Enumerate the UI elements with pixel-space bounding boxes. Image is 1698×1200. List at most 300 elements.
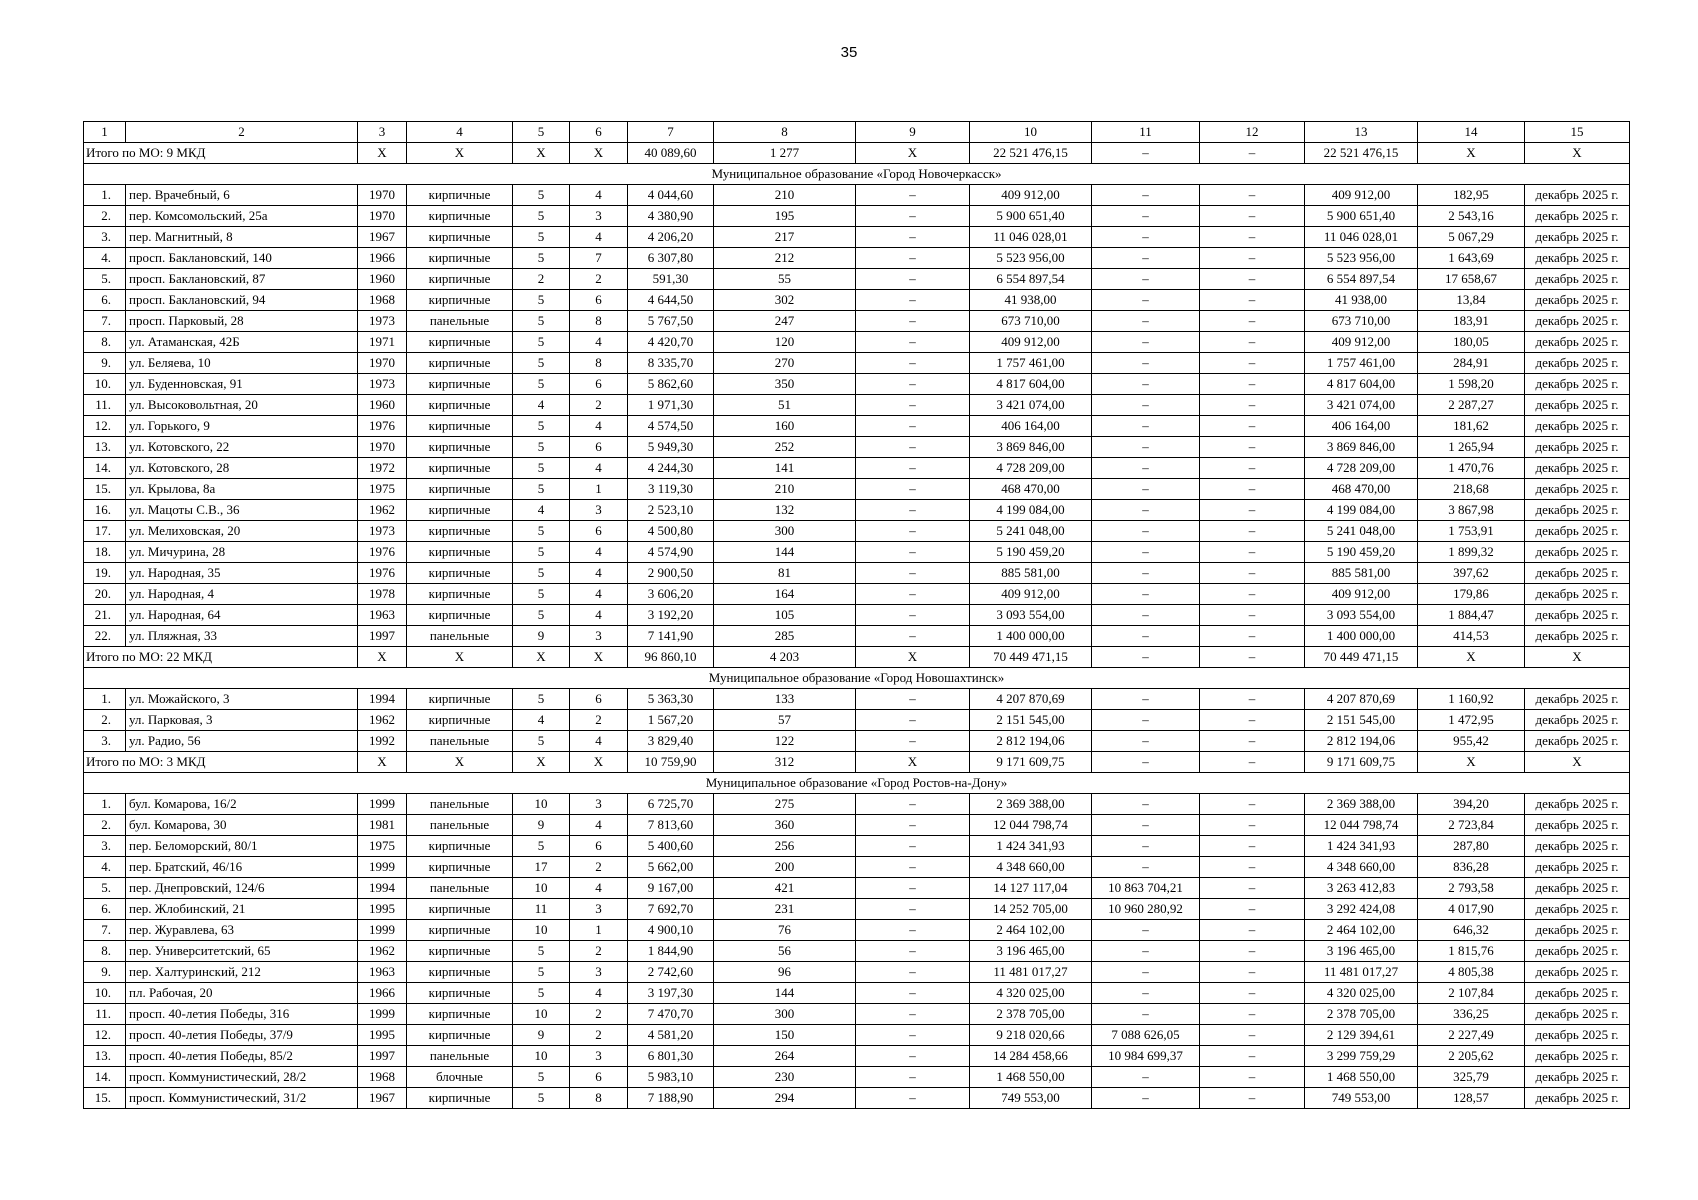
col-9-cell: – <box>856 962 970 983</box>
deadline-cell: декабрь 2025 г. <box>1525 899 1630 920</box>
deadline-cell: декабрь 2025 г. <box>1525 626 1630 647</box>
cost-final-cell: 4 817 604,00 <box>1305 374 1418 395</box>
cost-final-cell: 4 728 209,00 <box>1305 458 1418 479</box>
floors-cell: 5 <box>513 1088 570 1109</box>
deadline-cell: декабрь 2025 г. <box>1525 416 1630 437</box>
cost-final-cell: 2 369 388,00 <box>1305 794 1418 815</box>
floors-cell: 5 <box>513 542 570 563</box>
address-cell: пер. Беломорский, 80/1 <box>126 836 358 857</box>
col-11-cell: – <box>1092 857 1200 878</box>
cost-final-cell: 4 320 025,00 <box>1305 983 1418 1004</box>
entrances-cell: 8 <box>570 1088 628 1109</box>
address-cell: ул. Мелиховская, 20 <box>126 521 358 542</box>
floors-cell: 9 <box>513 626 570 647</box>
total-area-cell: 2 523,10 <box>628 500 714 521</box>
col-12-cell: – <box>1200 731 1305 752</box>
residents-cell: 360 <box>714 815 856 836</box>
address-cell: пер. Жлобинский, 21 <box>126 899 358 920</box>
residents-cell: 264 <box>714 1046 856 1067</box>
year-built-cell: 1970 <box>358 353 407 374</box>
entrances-cell: 6 <box>570 1067 628 1088</box>
floors-cell: 5 <box>513 521 570 542</box>
col-11-cell: – <box>1092 479 1200 500</box>
total-row <box>84 647 1630 668</box>
col-12-cell: – <box>1200 227 1305 248</box>
cost-per-sqm-cell: 287,80 <box>1418 836 1525 857</box>
year-built-cell: 1976 <box>358 542 407 563</box>
col-12-cell: – <box>1200 1025 1305 1046</box>
table-row <box>84 731 1630 752</box>
residents-cell: 76 <box>714 920 856 941</box>
table-row <box>84 500 1630 521</box>
col-12-cell: – <box>1200 248 1305 269</box>
deadline-cell: декабрь 2025 г. <box>1525 290 1630 311</box>
residents-cell: 212 <box>714 248 856 269</box>
cost-per-sqm-cell: 2 793,58 <box>1418 878 1525 899</box>
address-cell: ул. Беляева, 10 <box>126 353 358 374</box>
row-number-cell: 18. <box>84 542 126 563</box>
deadline-cell: декабрь 2025 г. <box>1525 878 1630 899</box>
year-built-cell: 1960 <box>358 395 407 416</box>
deadline-cell: декабрь 2025 г. <box>1525 920 1630 941</box>
row-number-cell: 15. <box>84 1088 126 1109</box>
row-number-cell: 4. <box>84 857 126 878</box>
entrances-cell: 6 <box>570 836 628 857</box>
entrances-cell: 8 <box>570 353 628 374</box>
col-9-cell: – <box>856 731 970 752</box>
year-built-cell: 1963 <box>358 962 407 983</box>
year-built-cell: 1995 <box>358 899 407 920</box>
total-area-cell: 5 662,00 <box>628 857 714 878</box>
table-row <box>84 1067 1630 1088</box>
col-12-cell: – <box>1200 311 1305 332</box>
total-cell: X <box>1525 647 1630 668</box>
cost-total-cell: 1 468 550,00 <box>970 1067 1092 1088</box>
table-row <box>84 332 1630 353</box>
residents-cell: 51 <box>714 395 856 416</box>
residents-cell: 144 <box>714 542 856 563</box>
row-number-cell: 2. <box>84 815 126 836</box>
table-row <box>84 563 1630 584</box>
deadline-cell: декабрь 2025 г. <box>1525 1067 1630 1088</box>
address-cell: ул. Котовского, 22 <box>126 437 358 458</box>
entrances-cell: 2 <box>570 269 628 290</box>
cost-final-cell: 3 421 074,00 <box>1305 395 1418 416</box>
residents-cell: 132 <box>714 500 856 521</box>
column-number-row <box>84 122 1630 143</box>
table-row <box>84 416 1630 437</box>
address-cell: ул. Буденновская, 91 <box>126 374 358 395</box>
residents-cell: 217 <box>714 227 856 248</box>
col-9-cell: – <box>856 248 970 269</box>
residents-cell: 164 <box>714 584 856 605</box>
entrances-cell: 1 <box>570 479 628 500</box>
col-12-cell: – <box>1200 920 1305 941</box>
total-cell: X <box>1418 143 1525 164</box>
entrances-cell: 3 <box>570 206 628 227</box>
total-area-cell: 3 829,40 <box>628 731 714 752</box>
table-row <box>84 983 1630 1004</box>
row-number-cell: 11. <box>84 1004 126 1025</box>
address-cell: пер. Врачебный, 6 <box>126 185 358 206</box>
deadline-cell: декабрь 2025 г. <box>1525 227 1630 248</box>
table-row <box>84 311 1630 332</box>
cost-final-cell: 749 553,00 <box>1305 1088 1418 1109</box>
address-cell: ул. Атаманская, 42Б <box>126 332 358 353</box>
cost-per-sqm-cell: 218,68 <box>1418 479 1525 500</box>
year-built-cell: 1960 <box>358 269 407 290</box>
total-area-cell: 7 813,60 <box>628 815 714 836</box>
total-area-cell: 7 692,70 <box>628 899 714 920</box>
address-cell: ул. Мичурина, 28 <box>126 542 358 563</box>
total-area-cell: 4 644,50 <box>628 290 714 311</box>
cost-total-cell: 4 348 660,00 <box>970 857 1092 878</box>
cost-per-sqm-cell: 1 160,92 <box>1418 689 1525 710</box>
cost-total-cell: 5 241 048,00 <box>970 521 1092 542</box>
entrances-cell: 4 <box>570 878 628 899</box>
table-row <box>84 1088 1630 1109</box>
column-number-cell: 12 <box>1200 122 1305 143</box>
row-number-cell: 20. <box>84 584 126 605</box>
residents-cell: 350 <box>714 374 856 395</box>
col-12-cell: – <box>1200 437 1305 458</box>
deadline-cell: декабрь 2025 г. <box>1525 185 1630 206</box>
cost-per-sqm-cell: 1 643,69 <box>1418 248 1525 269</box>
col-12-cell: – <box>1200 332 1305 353</box>
cost-final-cell: 2 129 394,61 <box>1305 1025 1418 1046</box>
wall-material-cell: кирпичные <box>407 1088 513 1109</box>
table-row <box>84 521 1630 542</box>
col-12-cell: – <box>1200 815 1305 836</box>
year-built-cell: 1975 <box>358 479 407 500</box>
cost-total-cell: 4 207 870,69 <box>970 689 1092 710</box>
wall-material-cell: кирпичные <box>407 983 513 1004</box>
deadline-cell: декабрь 2025 г. <box>1525 836 1630 857</box>
col-9-cell: – <box>856 584 970 605</box>
residents-cell: 150 <box>714 1025 856 1046</box>
year-built-cell: 1997 <box>358 1046 407 1067</box>
year-built-cell: 1997 <box>358 626 407 647</box>
cost-per-sqm-cell: 414,53 <box>1418 626 1525 647</box>
cost-final-cell: 3 869 846,00 <box>1305 437 1418 458</box>
cost-final-cell: 406 164,00 <box>1305 416 1418 437</box>
year-built-cell: 1973 <box>358 521 407 542</box>
address-cell: пл. Рабочая, 20 <box>126 983 358 1004</box>
address-cell: просп. Баклановский, 140 <box>126 248 358 269</box>
entrances-cell: 6 <box>570 521 628 542</box>
cost-total-cell: 9 218 020,66 <box>970 1025 1092 1046</box>
row-number-cell: 5. <box>84 878 126 899</box>
total-cell: X <box>407 647 513 668</box>
cost-per-sqm-cell: 325,79 <box>1418 1067 1525 1088</box>
wall-material-cell: панельные <box>407 878 513 899</box>
cost-per-sqm-cell: 2 107,84 <box>1418 983 1525 1004</box>
wall-material-cell: кирпичные <box>407 563 513 584</box>
col-11-cell: – <box>1092 311 1200 332</box>
col-9-cell: – <box>856 689 970 710</box>
cost-final-cell: 3 263 412,83 <box>1305 878 1418 899</box>
total-cell: X <box>1525 752 1630 773</box>
total-label: Итого по МО: 3 МКД <box>84 752 358 773</box>
total-area-cell: 5 949,30 <box>628 437 714 458</box>
cost-total-cell: 3 196 465,00 <box>970 941 1092 962</box>
floors-cell: 4 <box>513 395 570 416</box>
floors-cell: 5 <box>513 689 570 710</box>
cost-final-cell: 11 481 017,27 <box>1305 962 1418 983</box>
table-row <box>84 710 1630 731</box>
floors-cell: 4 <box>513 710 570 731</box>
deadline-cell: декабрь 2025 г. <box>1525 1004 1630 1025</box>
total-cell: X <box>1525 143 1630 164</box>
row-number-cell: 12. <box>84 416 126 437</box>
year-built-cell: 1999 <box>358 794 407 815</box>
cost-per-sqm-cell: 1 899,32 <box>1418 542 1525 563</box>
total-area-cell: 6 801,30 <box>628 1046 714 1067</box>
row-number-cell: 2. <box>84 206 126 227</box>
total-cell: X <box>856 143 970 164</box>
total-row <box>84 752 1630 773</box>
entrances-cell: 6 <box>570 374 628 395</box>
cost-total-cell: 5 523 956,00 <box>970 248 1092 269</box>
address-cell: просп. Коммунистический, 28/2 <box>126 1067 358 1088</box>
col-11-cell: – <box>1092 374 1200 395</box>
residents-cell: 160 <box>714 416 856 437</box>
cost-final-cell: 41 938,00 <box>1305 290 1418 311</box>
wall-material-cell: кирпичные <box>407 332 513 353</box>
col-12-cell: – <box>1200 458 1305 479</box>
floors-cell: 5 <box>513 458 570 479</box>
total-area-cell: 4 574,50 <box>628 416 714 437</box>
col-11-cell: – <box>1092 920 1200 941</box>
residents-cell: 195 <box>714 206 856 227</box>
row-number-cell: 8. <box>84 941 126 962</box>
total-cell: X <box>358 647 407 668</box>
col-12-cell: – <box>1200 290 1305 311</box>
cost-per-sqm-cell: 336,25 <box>1418 1004 1525 1025</box>
address-cell: ул. Можайского, 3 <box>126 689 358 710</box>
cost-final-cell: 3 196 465,00 <box>1305 941 1418 962</box>
year-built-cell: 1973 <box>358 311 407 332</box>
entrances-cell: 4 <box>570 815 628 836</box>
row-number-cell: 17. <box>84 521 126 542</box>
col-12-cell: – <box>1200 857 1305 878</box>
deadline-cell: декабрь 2025 г. <box>1525 584 1630 605</box>
wall-material-cell: панельные <box>407 794 513 815</box>
col-11-cell: – <box>1092 1004 1200 1025</box>
total-cell: 9 171 609,75 <box>970 752 1092 773</box>
row-number-cell: 16. <box>84 500 126 521</box>
cost-final-cell: 1 400 000,00 <box>1305 626 1418 647</box>
year-built-cell: 1975 <box>358 836 407 857</box>
row-number-cell: 8. <box>84 332 126 353</box>
entrances-cell: 6 <box>570 290 628 311</box>
cost-total-cell: 12 044 798,74 <box>970 815 1092 836</box>
total-cell: X <box>358 143 407 164</box>
deadline-cell: декабрь 2025 г. <box>1525 731 1630 752</box>
deadline-cell: декабрь 2025 г. <box>1525 563 1630 584</box>
year-built-cell: 1962 <box>358 710 407 731</box>
table-row <box>84 815 1630 836</box>
total-area-cell: 3 119,30 <box>628 479 714 500</box>
address-cell: ул. Крылова, 8а <box>126 479 358 500</box>
table-row <box>84 920 1630 941</box>
total-area-cell: 4 380,90 <box>628 206 714 227</box>
total-label: Итого по МО: 9 МКД <box>84 143 358 164</box>
table-row <box>84 584 1630 605</box>
table-row <box>84 878 1630 899</box>
cost-per-sqm-cell: 17 658,67 <box>1418 269 1525 290</box>
table-row <box>84 269 1630 290</box>
wall-material-cell: кирпичные <box>407 395 513 416</box>
entrances-cell: 4 <box>570 332 628 353</box>
entrances-cell: 2 <box>570 710 628 731</box>
table-row <box>84 1046 1630 1067</box>
cost-per-sqm-cell: 1 598,20 <box>1418 374 1525 395</box>
col-9-cell: – <box>856 269 970 290</box>
col-12-cell: – <box>1200 185 1305 206</box>
column-number-cell: 5 <box>513 122 570 143</box>
col-9-cell: – <box>856 794 970 815</box>
year-built-cell: 1962 <box>358 941 407 962</box>
col-12-cell: – <box>1200 269 1305 290</box>
total-cell: X <box>1418 647 1525 668</box>
wall-material-cell: кирпичные <box>407 416 513 437</box>
floors-cell: 5 <box>513 962 570 983</box>
year-built-cell: 1999 <box>358 1004 407 1025</box>
col-11-cell: – <box>1092 962 1200 983</box>
col-9-cell: – <box>856 626 970 647</box>
wall-material-cell: кирпичные <box>407 1025 513 1046</box>
wall-material-cell: кирпичные <box>407 290 513 311</box>
total-cell: 4 203 <box>714 647 856 668</box>
table-row <box>84 857 1630 878</box>
deadline-cell: декабрь 2025 г. <box>1525 353 1630 374</box>
col-9-cell: – <box>856 1004 970 1025</box>
cost-total-cell: 5 900 651,40 <box>970 206 1092 227</box>
entrances-cell: 4 <box>570 563 628 584</box>
cost-per-sqm-cell: 2 723,84 <box>1418 815 1525 836</box>
total-area-cell: 1 844,90 <box>628 941 714 962</box>
cost-per-sqm-cell: 646,32 <box>1418 920 1525 941</box>
col-11-cell: 7 088 626,05 <box>1092 1025 1200 1046</box>
cost-final-cell: 5 190 459,20 <box>1305 542 1418 563</box>
table-row <box>84 395 1630 416</box>
floors-cell: 5 <box>513 1067 570 1088</box>
year-built-cell: 1994 <box>358 878 407 899</box>
wall-material-cell: кирпичные <box>407 857 513 878</box>
cost-final-cell: 4 207 870,69 <box>1305 689 1418 710</box>
section-title: Муниципальное образование «Город Новошахтинск» <box>84 668 1630 689</box>
table-row <box>84 962 1630 983</box>
address-cell: просп. Парковый, 28 <box>126 311 358 332</box>
wall-material-cell: кирпичные <box>407 962 513 983</box>
residents-cell: 285 <box>714 626 856 647</box>
cost-total-cell: 409 912,00 <box>970 584 1092 605</box>
wall-material-cell: кирпичные <box>407 248 513 269</box>
col-12-cell: – <box>1200 962 1305 983</box>
col-11-cell: – <box>1092 689 1200 710</box>
residents-cell: 141 <box>714 458 856 479</box>
col-11-cell: – <box>1092 836 1200 857</box>
residents-cell: 57 <box>714 710 856 731</box>
residents-cell: 230 <box>714 1067 856 1088</box>
cost-total-cell: 3 869 846,00 <box>970 437 1092 458</box>
cost-final-cell: 409 912,00 <box>1305 332 1418 353</box>
year-built-cell: 1967 <box>358 1088 407 1109</box>
floors-cell: 5 <box>513 185 570 206</box>
deadline-cell: декабрь 2025 г. <box>1525 962 1630 983</box>
col-11-cell: – <box>1092 584 1200 605</box>
col-11-cell: – <box>1092 206 1200 227</box>
total-area-cell: 591,30 <box>628 269 714 290</box>
floors-cell: 5 <box>513 731 570 752</box>
total-area-cell: 5 767,50 <box>628 311 714 332</box>
entrances-cell: 2 <box>570 857 628 878</box>
cost-final-cell: 4 348 660,00 <box>1305 857 1418 878</box>
column-number-cell: 6 <box>570 122 628 143</box>
cost-total-cell: 749 553,00 <box>970 1088 1092 1109</box>
total-area-cell: 6 725,70 <box>628 794 714 815</box>
col-12-cell: – <box>1200 689 1305 710</box>
cost-final-cell: 6 554 897,54 <box>1305 269 1418 290</box>
col-12-cell: – <box>1200 374 1305 395</box>
total-area-cell: 9 167,00 <box>628 878 714 899</box>
deadline-cell: декабрь 2025 г. <box>1525 395 1630 416</box>
col-11-cell: – <box>1092 521 1200 542</box>
floors-cell: 5 <box>513 374 570 395</box>
table-row <box>84 374 1630 395</box>
cost-final-cell: 885 581,00 <box>1305 563 1418 584</box>
total-cell: – <box>1092 143 1200 164</box>
col-12-cell: – <box>1200 878 1305 899</box>
col-11-cell: – <box>1092 227 1200 248</box>
col-11-cell: – <box>1092 185 1200 206</box>
cost-total-cell: 673 710,00 <box>970 311 1092 332</box>
address-cell: просп. Баклановский, 94 <box>126 290 358 311</box>
total-area-cell: 6 307,80 <box>628 248 714 269</box>
address-cell: просп. 40-летия Победы, 37/9 <box>126 1025 358 1046</box>
entrances-cell: 4 <box>570 227 628 248</box>
cost-final-cell: 468 470,00 <box>1305 479 1418 500</box>
deadline-cell: декабрь 2025 г. <box>1525 1025 1630 1046</box>
year-built-cell: 1970 <box>358 437 407 458</box>
total-area-cell: 5 983,10 <box>628 1067 714 1088</box>
year-built-cell: 1999 <box>358 857 407 878</box>
column-number-cell: 14 <box>1418 122 1525 143</box>
cost-per-sqm-cell: 128,57 <box>1418 1088 1525 1109</box>
address-cell: пер. Журавлева, 63 <box>126 920 358 941</box>
cost-per-sqm-cell: 2 227,49 <box>1418 1025 1525 1046</box>
col-12-cell: – <box>1200 1046 1305 1067</box>
cost-final-cell: 5 900 651,40 <box>1305 206 1418 227</box>
col-9-cell: – <box>856 437 970 458</box>
row-number-cell: 1. <box>84 794 126 815</box>
col-9-cell: – <box>856 857 970 878</box>
section-title-row <box>84 668 1630 689</box>
cost-total-cell: 11 481 017,27 <box>970 962 1092 983</box>
column-number-cell: 3 <box>358 122 407 143</box>
residents-cell: 270 <box>714 353 856 374</box>
floors-cell: 10 <box>513 1046 570 1067</box>
col-11-cell: – <box>1092 437 1200 458</box>
total-area-cell: 4 581,20 <box>628 1025 714 1046</box>
cost-per-sqm-cell: 1 472,95 <box>1418 710 1525 731</box>
col-11-cell: – <box>1092 353 1200 374</box>
col-11-cell: – <box>1092 794 1200 815</box>
col-12-cell: – <box>1200 416 1305 437</box>
table-row <box>84 290 1630 311</box>
row-number-cell: 13. <box>84 437 126 458</box>
